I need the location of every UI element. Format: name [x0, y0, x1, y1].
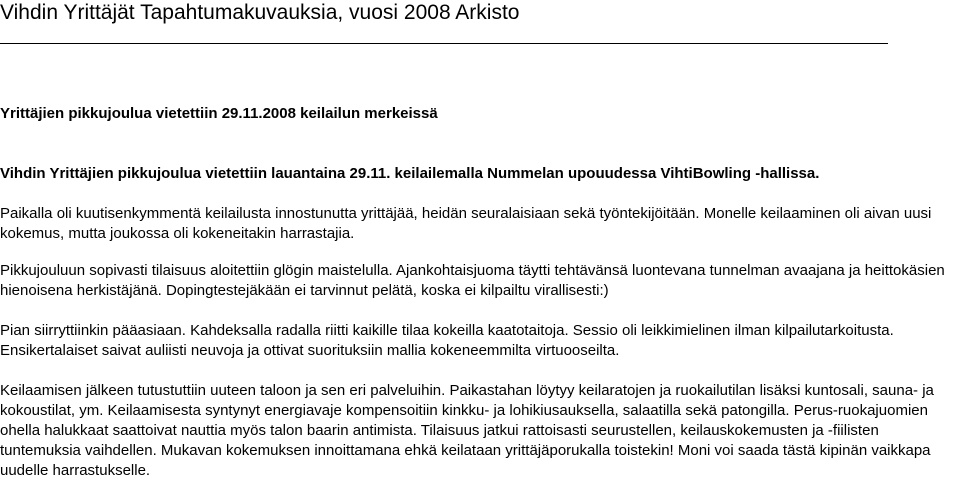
- article-subtitle: Yrittäjien pikkujoulua vietettiin 29.11.2008 keilailun merkeissä: [0, 105, 438, 122]
- article-lead: Vihdin Yrittäjien pikkujoulua vietettiin lauantaina 29.11. keilailemalla Nummelan upouudessa VihtiBowling -hallissa.: [0, 165, 820, 182]
- paragraph-3: Pian siirryttiinkin pääasiaan. Kahdeksalla radalla riitti kaikille tilaa kokeilla kaatotaitoja. Sessio oli leikkimielinen ilman kilpailutarkoitusta. Ensikertalaiset saivat auliisti neuvoja ja ottivat suorituksiin mallia kokeneemmilta virtuooseilta.: [0, 322, 894, 359]
- paragraph-2: Pikkujouluun sopivasti tilaisuus aloitettiin glögin maistelulla. Ajankohtaisjuoma täytti tehtävänsä luontevana tunnelman avaajana ja heittokäsien hienoisena herkistäjänä. Dopingtestejäkään ei tarvinnut pelätä, koska ei kilpailtu virallisesti:): [0, 262, 945, 299]
- page-title: Vihdin Yrittäjät Tapahtumakuvauksia, vuosi 2008 Arkisto: [0, 1, 520, 24]
- paragraph-1: Paikalla oli kuutisenkymmentä keilailusta innostunutta yrittäjää, heidän seuralaisiaan sekä työntekijöitään. Monelle keilaaminen oli aivan uusi kokemus, mutta joukossa oli kokeneitakin harrastajia.: [0, 205, 932, 242]
- paragraph-4: Keilaamisen jälkeen tutustuttiin uuteen taloon ja sen eri palveluihin. Paikastahan löytyy keilaratojen ja ruokailutilan lisäksi kuntosali, sauna- ja kokoustilat, ym. Keilaamisesta syntynyt energiavaje kompensoitiin kinkku- ja lohikiusauksella, salaatilla sekä patongilla. Perus-ruokajuomien ohella halukkaat saattoivat nauttia myös talon baarin antimista. Tilaisuus jatkui rattoisasti seurustellen, keilauskokemusten ja -fiilisten tuntemuksia vaihdellen. Mukavan kokemuksen innoittamana ehkä keilataan yrittäjäporukalla toistekin! Moni voi saada tästä kipinän vaikkapa uudelle harrastukselle.: [0, 382, 934, 479]
- title-divider: [0, 43, 888, 44]
